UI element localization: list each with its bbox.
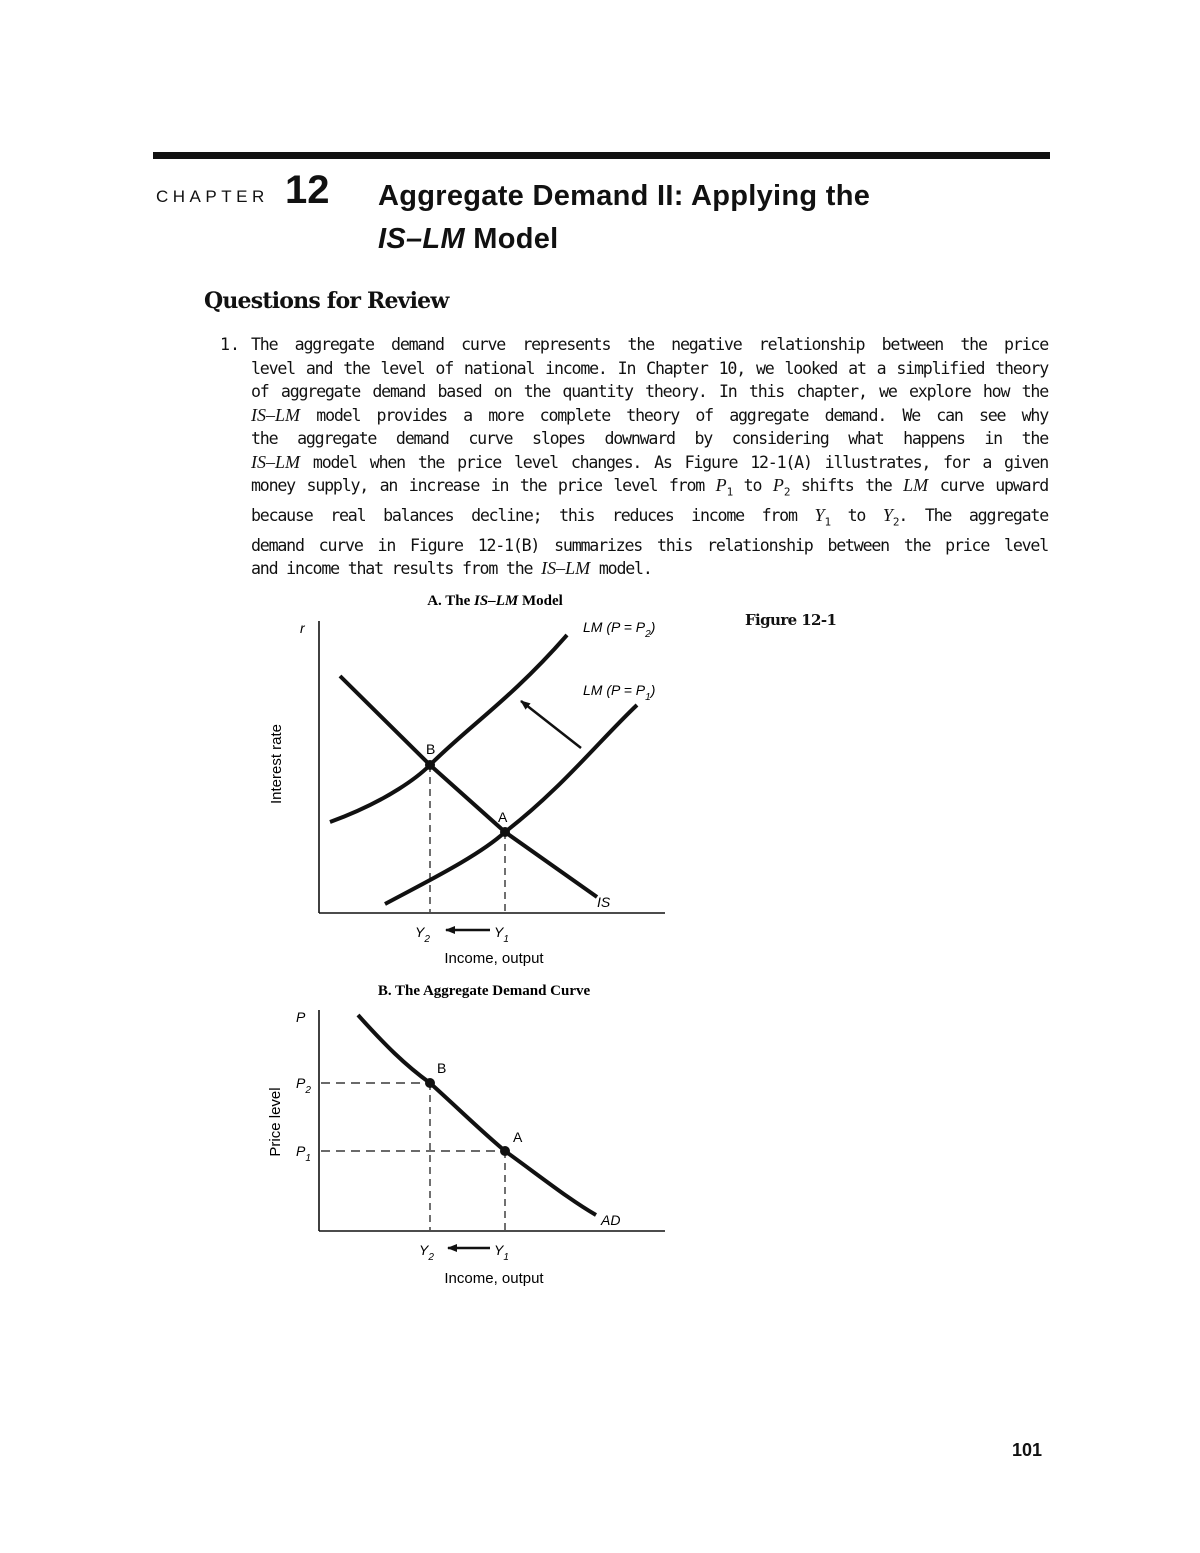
panel-a-point-b xyxy=(425,760,435,770)
panel-b-ylabel: Price level xyxy=(267,1087,284,1157)
figure-caption: Figure 12-1 xyxy=(745,611,837,629)
panel-b-xlabel: Income, output xyxy=(444,1270,544,1287)
lm-p1-label: LM $(P = P_1)$ xyxy=(583,682,656,703)
panel-b-y-symbol: P xyxy=(296,1009,306,1025)
ad-label: AD xyxy=(601,1212,621,1228)
chapter-title-rest: Model xyxy=(464,223,559,255)
question-number: 1. xyxy=(220,335,240,354)
lm-p2-label: LM $(P = P_2)$ xyxy=(583,619,656,640)
page-number: 101 xyxy=(1012,1440,1043,1460)
question-line: The aggregate demand curve represents the negative relationship between the price xyxy=(251,335,1048,354)
chapter-title-italic: IS–LM xyxy=(378,223,465,255)
question-line: money supply, an increase in the price level from $P_1$ to $P_2$ shifts the LM curve upward xyxy=(251,475,1048,499)
panel-b-tick-y2: $Y_2$ xyxy=(419,1242,434,1263)
lm-shift-arrow xyxy=(521,701,581,748)
question-line: IS–LM model provides a more complete theory of aggregate demand. We can see why xyxy=(251,404,1048,425)
panel-b-point-a xyxy=(500,1146,510,1156)
panel-b-label-a: A xyxy=(513,1129,523,1145)
panel-b-tick-p2: $P_2$ xyxy=(296,1075,311,1096)
panel-b-tick-p1: $P_1$ xyxy=(296,1143,311,1164)
panel-a-ylabel: Interest rate xyxy=(268,723,285,805)
panel-b-tick-y1: $Y_1$ xyxy=(494,1242,509,1263)
panel-b-label-b: B xyxy=(437,1060,447,1076)
is-label: IS xyxy=(597,894,611,910)
panel-b xyxy=(267,983,665,1287)
panel-a-label-a: A xyxy=(498,809,508,825)
lm-p2-curve xyxy=(330,635,567,822)
lm-p1-curve xyxy=(385,705,637,904)
question-line: of aggregate demand based on the quantity theory. In this chapter, we explore how the xyxy=(251,382,1048,401)
panel-a xyxy=(268,593,665,967)
question-line: and income that results from the IS–LM model. xyxy=(251,558,652,579)
panel-b-point-b xyxy=(425,1078,435,1088)
question-line: because real balances decline; this reduces income from $Y_1$ to $Y_2$. The aggregate xyxy=(251,504,1048,529)
panel-a-point-a xyxy=(500,827,510,837)
chapter-title-line1: Aggregate Demand II: Applying the xyxy=(378,180,871,212)
ad-curve xyxy=(358,1015,596,1215)
panel-a-xlabel: Income, output xyxy=(444,950,544,967)
section-heading: Questions for Review xyxy=(204,288,449,314)
question-line: the aggregate demand curve slopes downward by considering what happens in the xyxy=(251,429,1048,448)
panel-b-title: B. The Aggregate Demand Curve xyxy=(377,983,591,999)
chapter-number: 12 xyxy=(285,168,330,212)
panel-a-label-b: B xyxy=(426,741,436,757)
panel-a-y-symbol: r xyxy=(300,620,305,636)
panel-a-title: A. The IS–LM Model xyxy=(427,593,563,609)
chapter-label: CHAPTER xyxy=(156,187,269,206)
question-line: IS–LM model when the price level changes. As Figure 12-1(A) illustrates, for a given xyxy=(251,451,1048,472)
panel-a-tick-y2: $Y_2$ xyxy=(415,924,430,945)
panel-a-tick-y1: $Y_1$ xyxy=(494,924,509,945)
question-line: demand curve in Figure 12-1(B) summarizes this relationship between the price level xyxy=(251,535,1048,555)
question-line: level and the level of national income. In Chapter 10, we looked at a simplified theory xyxy=(251,358,1048,378)
